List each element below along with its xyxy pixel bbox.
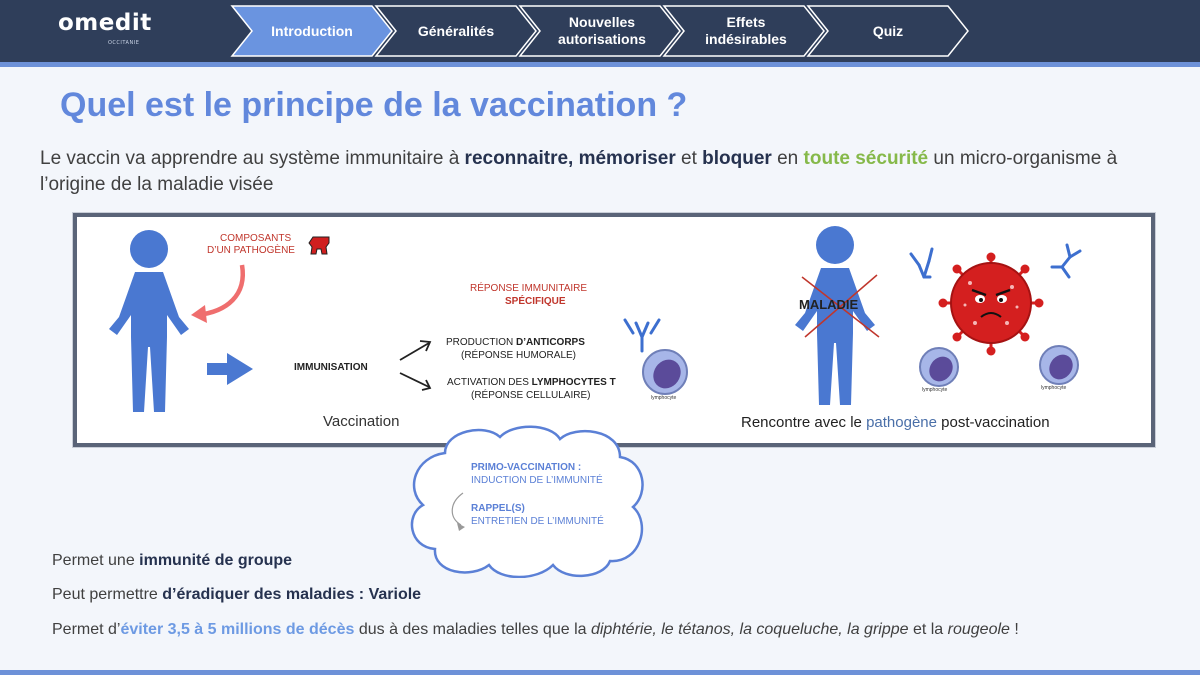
induction-label: INDUCTION DE L’IMMUNITÉ [471, 475, 603, 486]
blue-arrow-icon [207, 353, 253, 385]
bullet-3-diseases: diphtérie, le tétanos, la coqueluche, la grippe [590, 621, 909, 638]
omedit-logo: omedit [58, 10, 152, 36]
rappel-label: RAPPEL(S) [471, 503, 525, 514]
lymphocyte-right-a-icon [920, 348, 958, 386]
anticorps-text: D’ANTICORPS [516, 337, 585, 348]
antibody-right-icon [1052, 245, 1080, 277]
production-line [446, 337, 585, 348]
intro-text-1: Le vaccin va apprendre au système immunitaire à [40, 148, 465, 169]
activation-text: ACTIVATION DES [447, 377, 532, 388]
vaccination-diagram-frame [73, 213, 1155, 447]
page-title: Quel est le principe de la vaccination ? [60, 86, 688, 124]
bullet-3-text-4: ! [1009, 621, 1019, 638]
reponse-cellulaire-label: (RÉPONSE CELLULAIRE) [471, 390, 591, 401]
lymphocyte-icon [643, 350, 687, 394]
pathogen-component-icon [309, 237, 329, 254]
immunisation-label: IMMUNISATION [294, 362, 368, 373]
tab-nouvelles-autorisations[interactable]: Nouvelles autorisations [558, 14, 646, 47]
composants-label: COMPOSANTS [220, 233, 292, 244]
rencontre-text-1: Rencontre avec le [741, 414, 867, 431]
lymphocyte-right-b-icon [1040, 346, 1078, 384]
bullet-3-blue: éviter 3,5 à 5 millions de décès [120, 621, 355, 638]
maladie-label: MALADIE [799, 297, 859, 312]
intro-bold-1: reconnaitre, mémoriser [464, 148, 676, 169]
pathogene-label: D’UN PATHOGÈNE [207, 245, 295, 256]
rencontre-caption [741, 414, 1050, 431]
intro-green-text: toute sécurité [803, 148, 929, 169]
pathogene-text: pathogène [866, 414, 937, 431]
production-text: PRODUCTION [446, 337, 516, 348]
specifique-label: SPÉCIFIQUE [505, 296, 566, 307]
curved-arrow-icon [191, 265, 243, 323]
bullet-3-text-3: et la [908, 621, 948, 638]
entretien-label: ENTRETIEN DE L’IMMUNITÉ [471, 516, 604, 527]
footer-accent-line [0, 670, 1200, 675]
antibody-left-icon [911, 249, 932, 277]
reponse-humorale-label: (RÉPONSE HUMORALE) [461, 350, 577, 361]
cloud-shape [405, 423, 650, 578]
bullet-2-text: Peut permettre [52, 586, 163, 603]
logo-subtitle: OCCITANIE [108, 40, 140, 46]
intro-text-3: en [771, 148, 804, 169]
virus-icon [939, 253, 1044, 356]
tab-introduction[interactable]: Introduction [271, 22, 353, 39]
primo-vaccination-label: PRIMO-VACCINATION : [471, 462, 582, 473]
intro-text-4: un micro-organisme à l’origine de la maladie visée [40, 148, 1118, 195]
intro-bold-2: bloquer [702, 148, 772, 169]
antibody-icon [625, 320, 659, 351]
step-navigation [230, 4, 975, 58]
rencontre-text-2: post-vaccination [936, 414, 1050, 431]
lymphocytes-t-text: LYMPHOCYTES T [531, 377, 616, 388]
bullet-2-bold: d’éradiquer des maladies : Variole [162, 586, 422, 603]
bullet-3-text-1: Permet d’ [52, 621, 121, 638]
bullet-3-text-2: dus à des maladies telles que la [354, 621, 591, 638]
intro-paragraph [40, 146, 1160, 198]
activation-line [447, 377, 616, 388]
lymphocyte-caption-right-a: lymphocyte [922, 387, 948, 393]
sick-person-icon [795, 226, 875, 405]
lymphocyte-caption: lymphocyte [651, 395, 677, 401]
tab-quiz[interactable]: Quiz [872, 22, 904, 39]
bullet-1-bold: immunité de groupe [139, 552, 293, 569]
bullet-deces [52, 621, 1019, 639]
intro-text-2: et [675, 148, 703, 169]
tab-effets-indesirables[interactable]: Effets indésirables [705, 14, 787, 47]
tab-generalites[interactable]: Généralités [417, 22, 495, 39]
bullet-1-text: Permet une [52, 552, 140, 569]
vaccination-cloud [405, 423, 650, 578]
vaccination-caption: Vaccination [323, 413, 400, 430]
person-icon [109, 230, 189, 412]
bullet-eradiquer [52, 586, 421, 604]
reponse-label: RÉPONSE IMMUNITAIRE [470, 283, 588, 294]
header-accent-line [0, 62, 1200, 67]
lymphocyte-caption-right-b: lymphocyte [1041, 385, 1067, 391]
bullet-3-rougeole: rougeole [947, 621, 1010, 638]
branch-arrows-icon [400, 341, 430, 390]
bullet-immunite [52, 552, 292, 570]
